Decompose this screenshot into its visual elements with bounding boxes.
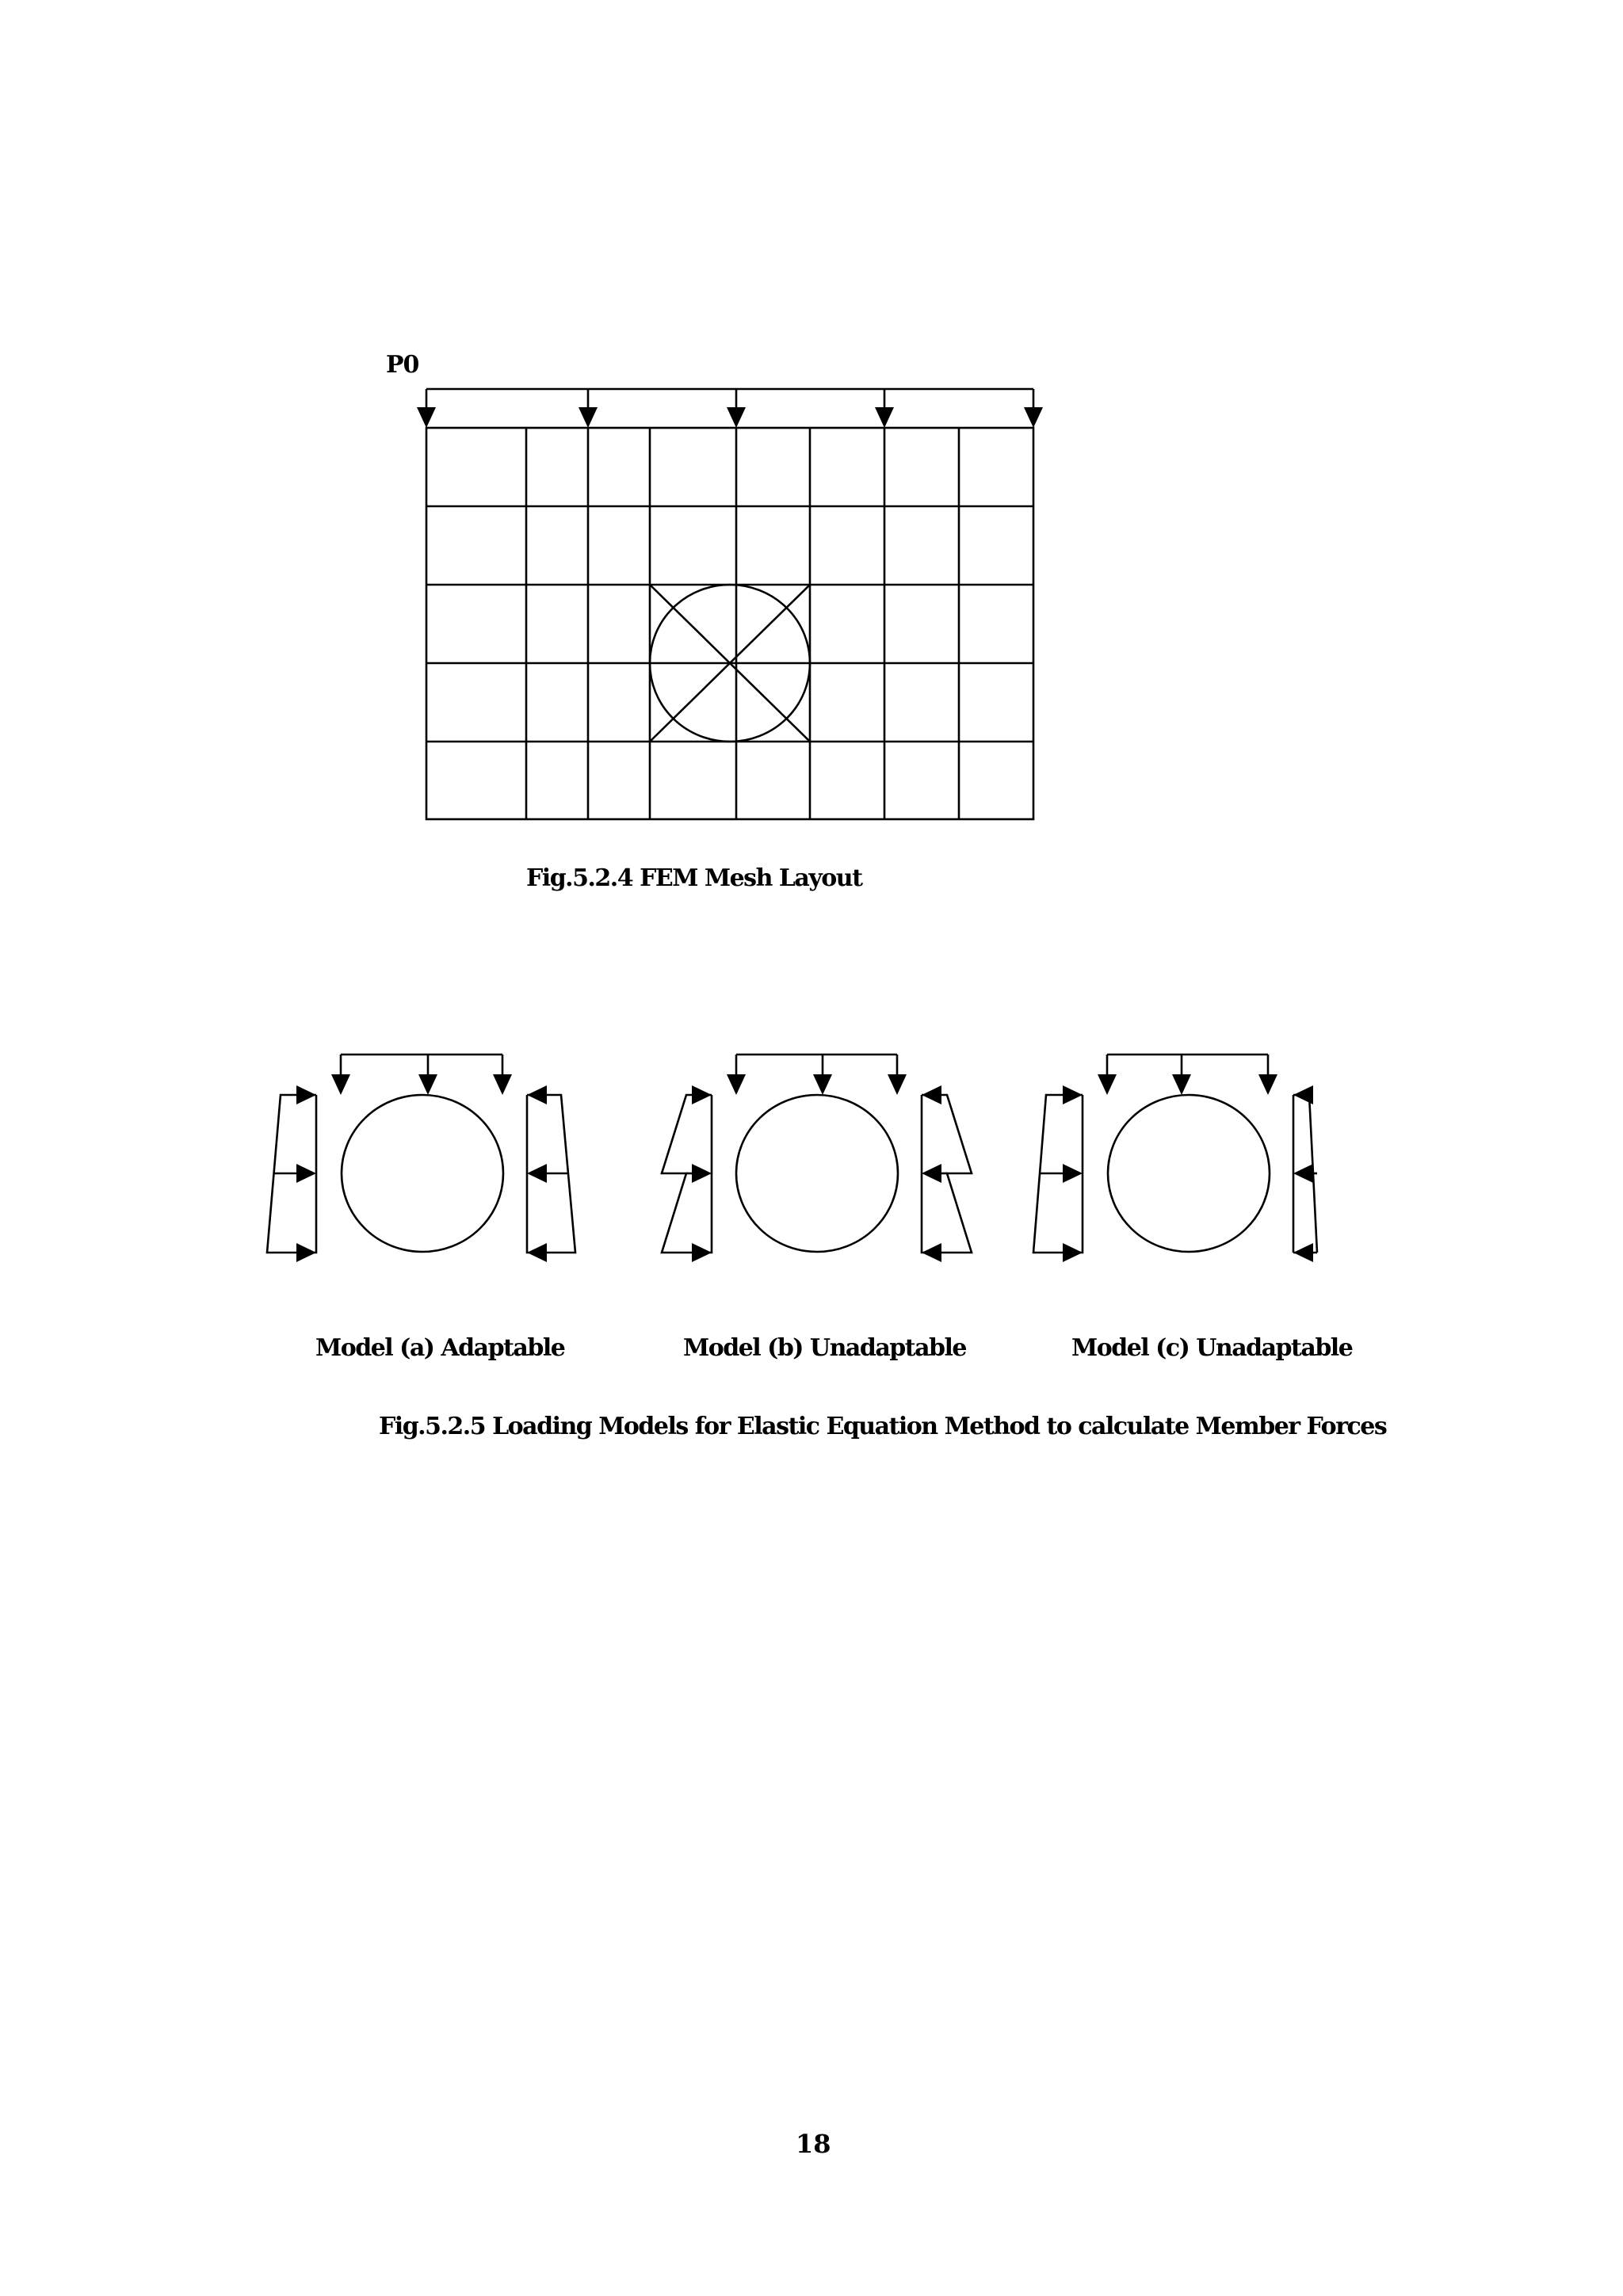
tunnel-opening bbox=[1108, 1095, 1270, 1252]
tunnel-opening bbox=[342, 1095, 503, 1252]
model-c-diagram bbox=[1033, 1055, 1317, 1262]
mesh-boundary bbox=[426, 428, 1033, 819]
load-arrow bbox=[1063, 1243, 1083, 1262]
load-arrow bbox=[1063, 1164, 1083, 1183]
load-arrow bbox=[922, 1164, 941, 1183]
figure-caption: Fig.5.2.4 FEM Mesh Layout bbox=[526, 864, 862, 892]
model-b-diagram bbox=[662, 1055, 972, 1262]
load-arrow bbox=[888, 1074, 907, 1095]
load-arrow bbox=[692, 1085, 712, 1104]
mesh-horizontal-lines bbox=[426, 506, 1033, 742]
load-arrow bbox=[527, 1243, 547, 1262]
mesh-vertical-lines bbox=[526, 428, 959, 819]
load-arrow bbox=[1024, 389, 1043, 428]
load-arrow bbox=[296, 1243, 316, 1262]
load-arrow bbox=[331, 1074, 350, 1095]
load-arrow bbox=[922, 1243, 941, 1262]
load-arrow bbox=[579, 389, 598, 428]
load-arrow bbox=[1172, 1074, 1191, 1095]
load-arrow bbox=[727, 389, 746, 428]
load-arrow bbox=[692, 1164, 712, 1183]
figure-caption: Fig.5.2.5 Loading Models for Elastic Equation Method to calculate Member Forces bbox=[379, 1413, 1387, 1440]
tunnel-opening bbox=[736, 1095, 898, 1252]
model-label: Model (c) Unadaptable bbox=[1071, 1334, 1353, 1362]
load-arrow bbox=[922, 1085, 941, 1104]
model-label: Model (b) Unadaptable bbox=[683, 1334, 966, 1362]
load-arrow bbox=[493, 1074, 512, 1095]
model-a-diagram bbox=[267, 1055, 575, 1262]
load-arrow bbox=[527, 1164, 547, 1183]
load-arrow bbox=[875, 389, 894, 428]
load-arrow bbox=[1098, 1074, 1117, 1095]
load-arrow bbox=[692, 1243, 712, 1262]
load-arrow bbox=[296, 1085, 316, 1104]
load-arrow bbox=[1293, 1164, 1313, 1183]
load-arrow bbox=[727, 1074, 746, 1095]
load-arrow bbox=[813, 1074, 832, 1095]
load-arrow bbox=[417, 389, 436, 428]
load-label: P0 bbox=[386, 351, 419, 379]
model-label: Model (a) Adaptable bbox=[315, 1334, 565, 1362]
load-arrow bbox=[527, 1085, 547, 1104]
load-arrow bbox=[1258, 1074, 1277, 1095]
fem-mesh-figure bbox=[417, 389, 1043, 819]
load-arrow bbox=[418, 1074, 437, 1095]
load-arrow bbox=[1293, 1243, 1313, 1262]
load-arrow bbox=[1063, 1085, 1083, 1104]
load-arrow bbox=[1293, 1085, 1313, 1104]
page-number: 18 bbox=[796, 2129, 831, 2159]
load-arrow bbox=[296, 1164, 316, 1183]
